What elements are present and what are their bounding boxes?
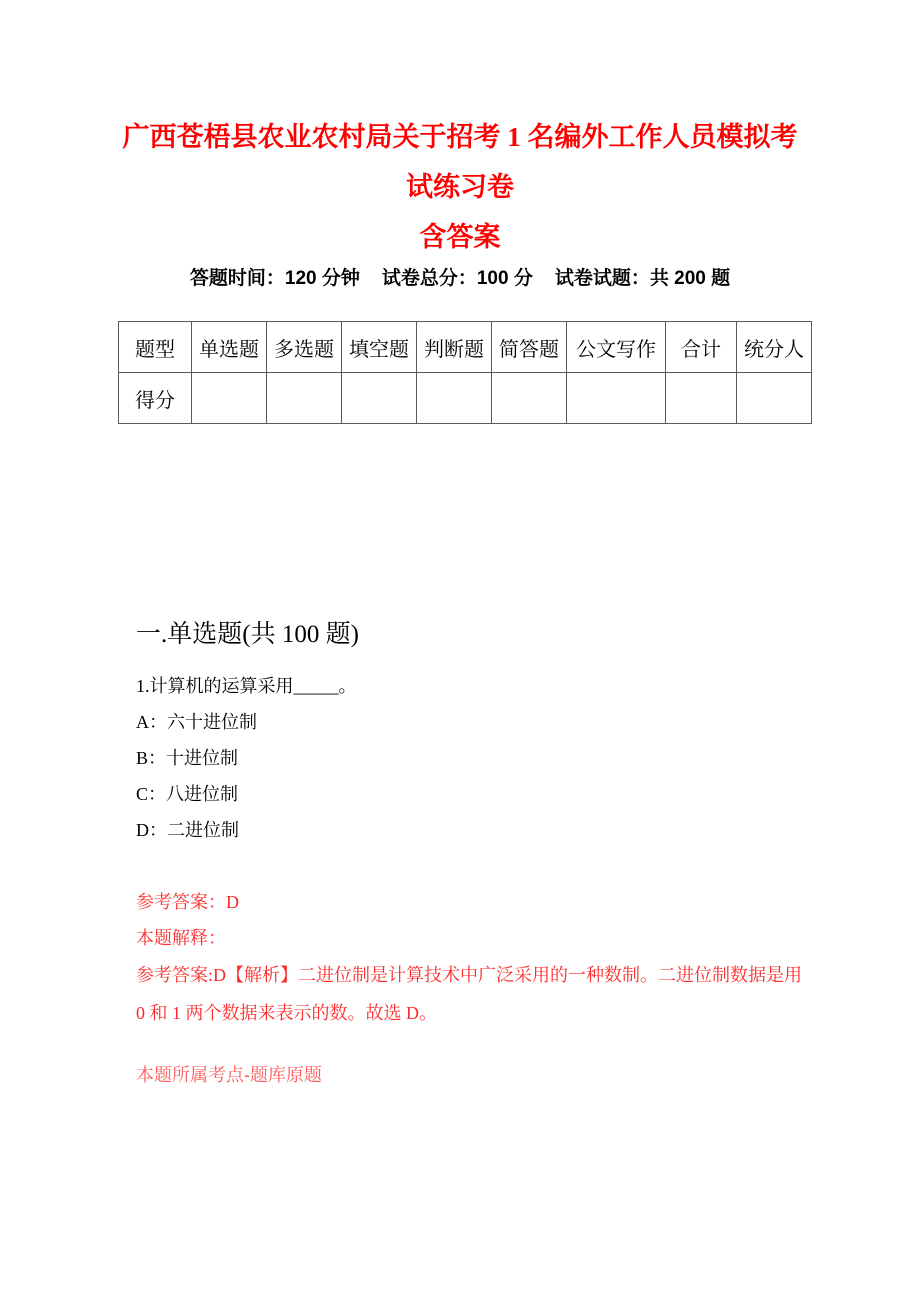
explanation-text: 参考答案:D【解析】二进位制是计算技术中广泛采用的一种数制。二进位制数据是用 0 和 1 两个数据来表示的数。故选 D。 (136, 965, 802, 1023)
explanation-label: 本题解释： (136, 928, 226, 948)
option-b-key: B： (136, 748, 167, 768)
score-table-container (118, 321, 802, 424)
option-c[interactable] (136, 776, 806, 812)
option-a[interactable] (136, 704, 806, 740)
page-title-line-1: 广西苍梧县农业农村局关于招考 1 名编外工作人员模拟考试练习卷 (122, 122, 798, 202)
table-header-cell-1: 单选题 (192, 322, 267, 373)
table-header-cell-8: 统分人 (737, 322, 812, 373)
score-cell-6[interactable] (666, 373, 737, 424)
table-header-cell-7: 合计 (666, 322, 737, 373)
table-row-label: 得分 (119, 373, 192, 424)
exam-question-count: 试卷试题：共 200 题 (554, 268, 731, 289)
table-row-header (119, 322, 812, 373)
reference-answer: 参考答案：D (136, 892, 239, 912)
table-header-cell-4: 判断题 (417, 322, 492, 373)
score-cell-2[interactable] (342, 373, 417, 424)
table-header-cell-6: 公文写作 (567, 322, 666, 373)
score-cell-3[interactable] (417, 373, 492, 424)
question-knowledge-point: 本题所属考点-题库原题 (136, 1065, 322, 1085)
score-cell-1[interactable] (267, 373, 342, 424)
score-table (118, 321, 812, 424)
question-block (136, 668, 806, 848)
section-heading-single-choice: 一.单选题(共 100 题) (136, 621, 359, 648)
option-d-text: 二进位制 (167, 820, 239, 840)
table-header-cell-3: 填空题 (342, 322, 417, 373)
answer-block (136, 884, 802, 1032)
exam-meta-line (118, 265, 802, 293)
option-b[interactable] (136, 740, 806, 776)
option-c-text: 八进位制 (166, 784, 239, 804)
table-row-score (119, 373, 812, 424)
exam-time: 答题时间：120 分钟 (189, 268, 360, 289)
option-d-key: D： (136, 820, 167, 840)
question-stem: 1.计算机的运算采用_____。 (136, 676, 357, 696)
option-a-text: 六十进位制 (167, 712, 257, 732)
page-title-line-2: 含答案 (419, 222, 501, 252)
score-cell-4[interactable] (492, 373, 567, 424)
score-cell-5[interactable] (567, 373, 666, 424)
exam-total-score: 试卷总分：100 分 (381, 268, 533, 289)
table-header-cell-0: 题型 (119, 322, 192, 373)
score-cell-7[interactable] (737, 373, 812, 424)
table-header-cell-2: 多选题 (267, 322, 342, 373)
score-cell-0[interactable] (192, 373, 267, 424)
option-a-key: A： (136, 712, 167, 732)
page-title (118, 112, 802, 262)
option-c-key: C： (136, 784, 167, 804)
option-b-text: 十进位制 (166, 748, 239, 768)
option-d[interactable] (136, 812, 806, 848)
table-header-cell-5: 简答题 (492, 322, 567, 373)
